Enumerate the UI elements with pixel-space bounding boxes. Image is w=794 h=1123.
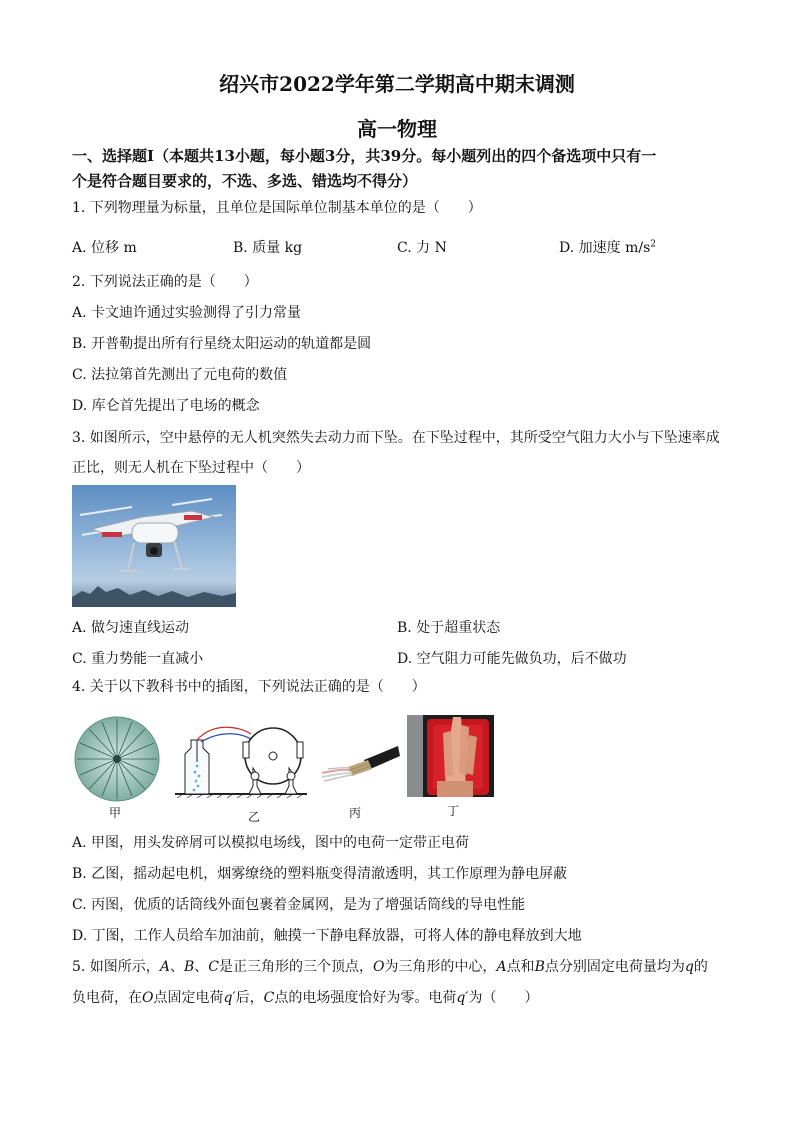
section-heading xyxy=(72,144,732,194)
page-title: 绍兴市2022学年第二学期高中期末调测 xyxy=(219,72,575,96)
figure-ding-static-release xyxy=(407,715,494,797)
q1-option-c: C. 力 N xyxy=(397,240,447,256)
q1-option-b: B. 质量 kg xyxy=(233,240,303,256)
q5-text: 点的电场强度恰好为零。电荷 xyxy=(274,990,457,1006)
question-1-stem: 1. 下列物理量为标量，且单位是国际单位制基本单位的是（ ） xyxy=(72,200,482,216)
q4-option-c: C. 丙图，优质的话筒线外面包裹着金属网，是为了增强话筒线的导电性能 xyxy=(72,897,526,913)
q5-text: 点分别固定电荷量均为 xyxy=(544,959,685,975)
figure-jia-hair-field xyxy=(72,715,162,803)
static-release-illustration xyxy=(407,715,494,797)
q2-option-a: A. 卡文迪许通过实验测得了引力常量 xyxy=(72,305,302,321)
caption-yi: 乙 xyxy=(248,810,261,824)
q5-var: B xyxy=(534,959,545,975)
q2-option-d: D. 库仑首先提出了电场的概念 xyxy=(72,398,260,414)
q1-option-d-text: D. 加速度 m/s xyxy=(559,240,651,256)
question-5-stem-line1 xyxy=(72,953,732,982)
q5-var: q′ xyxy=(223,990,236,1006)
q3-option-c: C. 重力势能一直减小 xyxy=(72,651,204,667)
caption-bing: 丙 xyxy=(349,806,362,820)
figure-yi-electrostatic-machine xyxy=(173,716,309,798)
q3-option-b: B. 处于超重状态 xyxy=(397,620,501,636)
question-3-stem-line: 3. 如图所示，空中悬停的无人机突然失去动力而下坠。在下坠过程中，其所受空气阻力大小与下坠速率成 xyxy=(72,430,720,446)
q1-option-d xyxy=(559,237,656,257)
electrostatic-machine-illustration xyxy=(173,716,309,798)
q5-var: q xyxy=(684,959,694,975)
page-subtitle: 高一物理 xyxy=(357,117,437,141)
q5-var: O xyxy=(142,990,154,1006)
q5-text: 点固定电荷 xyxy=(153,990,224,1006)
hair-field-illustration xyxy=(72,715,162,803)
question-3-stem-line: 正比，则无人机在下坠过程中（ ） xyxy=(72,460,310,476)
q3-option-a: A. 做匀速直线运动 xyxy=(72,620,190,636)
q5-var: C xyxy=(208,959,219,975)
q5-var: C xyxy=(263,990,275,1006)
figure-bing-microphone-cable xyxy=(320,736,400,798)
q5-var: A xyxy=(496,959,507,975)
q1-option-d-exponent: 2 xyxy=(650,239,656,250)
q2-option-c: C. 法拉第首先测出了元电荷的数值 xyxy=(72,367,288,383)
q5-var: B xyxy=(183,959,195,975)
caption-ding: 丁 xyxy=(447,804,460,818)
q5-text: 、 xyxy=(194,959,209,975)
q5-text: 后， xyxy=(235,990,264,1006)
q5-text: 5. 如图所示， xyxy=(72,959,160,975)
q4-option-b: B. 乙图，摇动起电机，烟雾缭绕的塑料瓶变得清澈透明，其工作原理为静电屏蔽 xyxy=(72,866,568,882)
q5-text: 点和 xyxy=(506,959,535,975)
caption-jia: 甲 xyxy=(109,806,122,820)
drone-illustration xyxy=(72,485,236,607)
q5-text: 负电荷，在 xyxy=(72,990,142,1006)
question-2-stem: 2. 下列说法正确的是（ ） xyxy=(72,274,258,290)
question-5-stem-line2 xyxy=(72,984,732,1013)
q5-var: A xyxy=(159,959,170,975)
q5-text: 的 xyxy=(693,959,708,975)
q2-option-b: B. 开普勒提出所有行星绕太阳运动的轨道都是圆 xyxy=(72,336,372,352)
q4-option-d: D. 丁图，工作人员给车加油前，触摸一下静电释放器，可将人体的静电释放到大地 xyxy=(72,928,582,944)
section-heading-line: 一、选择题Ⅰ（本题共13小题，每小题3分，共39分。每小题列出的四个备选项中只有一 xyxy=(72,147,657,165)
q5-var: q′ xyxy=(456,990,469,1006)
q5-var: O xyxy=(372,959,385,975)
drone-photo xyxy=(72,485,236,607)
q1-option-a: A. 位移 m xyxy=(72,240,137,256)
q4-option-a: A. 甲图，用头发碎屑可以模拟电场线，图中的电荷一定带正电荷 xyxy=(72,835,470,851)
q5-text: 为（ ） xyxy=(468,990,539,1006)
q3-option-d: D. 空气阻力可能先做负功，后不做功 xyxy=(397,651,627,667)
microphone-cable-illustration xyxy=(320,736,400,798)
q5-text: 为三角形的中心， xyxy=(384,959,497,975)
q5-text: 、 xyxy=(169,959,184,975)
section-heading-line: 个是符合题目要求的，不选、多选、错选均不得分） xyxy=(72,172,418,190)
q5-text: 是正三角形的三个顶点， xyxy=(218,959,373,975)
question-4-stem: 4. 关于以下教科书中的插图，下列说法正确的是（ ） xyxy=(72,679,426,695)
